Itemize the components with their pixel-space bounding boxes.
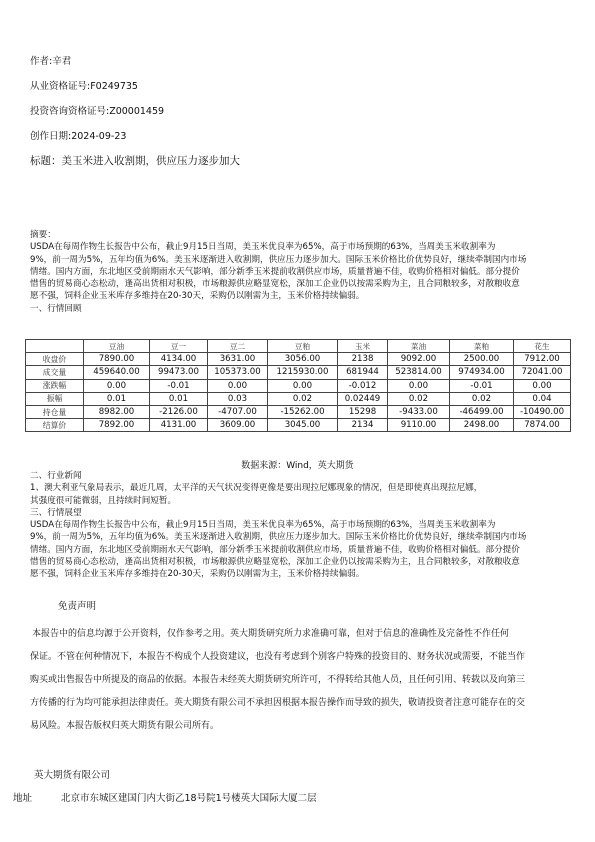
row-label: 结算价 [26, 419, 84, 432]
table-cell: 7912.00 [514, 353, 571, 366]
market-table [25, 339, 571, 432]
column-header: 菜粕 [450, 340, 514, 353]
author: 作者:辛君 [30, 56, 72, 67]
table-cell: 0.00 [388, 379, 450, 392]
disclaimer-line: 本报告中的信息均源于公开资料，仅作参考之用。英大期货研究所力求准确可靠，但对于信息的准确性及完备性不作任何 [32, 629, 510, 639]
disclaimer-line: 方传播的行为均可能承担法律责任。英大期货有限公司不承担因根据本报告操作而导致的损失，敬请投资者注意可能存在的交 [30, 698, 526, 708]
outlook-line: 情绪。国内方面，东北地区受前期雨水天气影响，部分新季玉米提前收割供应市场，质量普遍不佳，收购价格相对偏低。部分提价 [30, 544, 520, 555]
summary-line: 惜售的贸易商心态松动，逢高出货相对积极，市场粮源供应略显宽松，深加工企业仍以按需采购为主，且合同粮较多，对散粮收意 [30, 279, 520, 290]
row-label: 成交量 [26, 366, 84, 379]
table-cell: 3609.00 [208, 419, 268, 432]
disclaimer-line: 保证。不管在何种情况下，本报告不构成个人投资建议，也没有考虑到个别客户特殊的投资目的、财务状况或需要，不能当作 [30, 652, 526, 662]
table-cell: -0.01 [150, 379, 208, 392]
table-cell: 4131.00 [150, 419, 208, 432]
section-industry-news: 二、行业新闻 [30, 471, 82, 481]
row-label: 涨跌幅 [26, 379, 84, 392]
table-cell: 2500.00 [450, 353, 514, 366]
table-cell: 15298 [338, 405, 388, 418]
certificate-number: 从业资格证号:F0249735 [30, 81, 138, 92]
row-label: 振幅 [26, 392, 84, 405]
table-cell: 72041.00 [514, 366, 571, 379]
table-cell: -9433.00 [388, 405, 450, 418]
column-header: 豆粕 [268, 340, 338, 353]
table-cell: 0.02 [388, 392, 450, 405]
company-name: 英大期货有限公司 [34, 770, 111, 781]
summary-heading: 摘要： [30, 230, 56, 240]
table-row [26, 405, 571, 418]
table-cell: 0.00 [514, 379, 571, 392]
disclaimer-body [30, 623, 575, 738]
table-cell: 0.01 [84, 392, 150, 405]
table-cell: 681944 [338, 366, 388, 379]
news-line: 1、澳大利亚气象局表示，最近几周，太平洋的天气状况变得更像是要出现拉尼娜现象的情况，但是即使真出现拉尼娜， [30, 483, 483, 494]
table-row [26, 379, 571, 392]
summary-line: 情绪。国内方面，东北地区受前期雨水天气影响，部分新季玉米提前收割供应市场，质量普遍不佳，收购价格相对偏低。部分提价 [30, 266, 520, 277]
table-cell: 0.00 [84, 379, 150, 392]
report-title: 标题：美玉米进入收割期，供应压力逐步加大 [30, 155, 240, 167]
table-header-row [26, 340, 571, 353]
disclaimer-line: 购买或出售报告中所提及的商品的依据。本报告未经英大期货研究所许可，不得转给其他人员，且任何引用、转载以及向第三 [30, 675, 526, 685]
table-cell: 2134 [338, 419, 388, 432]
table-cell: -2126.00 [150, 405, 208, 418]
summary-section [30, 229, 572, 315]
column-header: 玉米 [338, 340, 388, 353]
row-label: 持仓量 [26, 405, 84, 418]
table-cell: 3056.00 [268, 353, 338, 366]
table-cell: -0.01 [450, 379, 514, 392]
news-section [30, 470, 572, 581]
outlook-line: USDA在每周作物生长报告中公布，截止9月15日当周，美玉米优良率为65%，高于市场预期的63%，当周美玉米收割率为 [30, 520, 496, 531]
table-cell: -46499.00 [450, 405, 514, 418]
table-cell: -15262.00 [268, 405, 338, 418]
column-header: 花生 [514, 340, 571, 353]
table-cell: 4134.00 [150, 353, 208, 366]
table-cell: 0.02449 [338, 392, 388, 405]
company-address: 北京市东城区建国门内大街乙18号院1号楼英大国际大厦二层 [61, 793, 317, 804]
address-label: 地址 [13, 793, 33, 804]
table-cell: 3631.00 [208, 353, 268, 366]
consult-certificate-number: 投资咨询资格证号:Z00001459 [30, 106, 165, 117]
table-cell: 0.01 [150, 392, 208, 405]
column-header [26, 340, 84, 353]
column-header: 豆二 [208, 340, 268, 353]
table-cell: 1215930.00 [268, 366, 338, 379]
table-cell: 523814.00 [388, 366, 450, 379]
table-cell: 7892.00 [84, 419, 150, 432]
column-header: 豆一 [150, 340, 208, 353]
table-cell: 99473.00 [150, 366, 208, 379]
table-cell: 105373.00 [208, 366, 268, 379]
table-cell: 0.02 [268, 392, 338, 405]
creation-date: 创作日期:2024-09-23 [30, 131, 127, 142]
table-cell: 0.03 [208, 392, 268, 405]
table-cell: 974934.00 [450, 366, 514, 379]
table-cell: 2498.00 [450, 419, 514, 432]
table-cell: 7874.00 [514, 419, 571, 432]
table-row [26, 353, 571, 366]
table-cell: 3045.00 [268, 419, 338, 432]
table-row [26, 419, 571, 432]
table-cell: 0.04 [514, 392, 571, 405]
table-row [26, 366, 571, 379]
table-cell: 2138 [338, 353, 388, 366]
disclaimer-heading: 免责声明 [58, 601, 97, 612]
summary-line: 9%，前一周为5%，五年均值为6%。美玉米逐渐进入收割期，供应压力逐步加大。国际玉米价格比价优势良好，继续牵制国内市场 [30, 254, 527, 265]
outlook-line: 9%，前一周为5%，五年均值为6%。美玉米逐渐进入收割期，供应压力逐步加大。国际玉米价格比价优势良好，继续牵制国内市场 [30, 532, 527, 543]
table-row [26, 392, 571, 405]
table-cell: -10490.00 [514, 405, 571, 418]
table-cell: 459640.00 [84, 366, 150, 379]
table-cell: 7890.00 [84, 353, 150, 366]
table-cell: 8982.00 [84, 405, 150, 418]
table-cell: 0.00 [208, 379, 268, 392]
table-cell: -0.012 [338, 379, 388, 392]
disclaimer-line: 易风险。本报告版权归英大期货有限公司所有。 [30, 721, 220, 731]
section-outlook: 三、行情展望 [30, 507, 82, 518]
summary-line: USDA在每周作物生长报告中公布，截止9月15日当周，美玉米优良率为65%，高于市场预期的63%，当周美玉米收割率为 [30, 242, 496, 253]
row-label: 收盘价 [26, 353, 84, 366]
table-cell: 9110.00 [388, 419, 450, 432]
column-header: 菜油 [388, 340, 450, 353]
column-header: 豆油 [84, 340, 150, 353]
section-market-review: 一、行情回顾 [30, 303, 82, 314]
table-cell: 0.00 [268, 379, 338, 392]
table-cell: 0.02 [450, 392, 514, 405]
outlook-line: 惜售的贸易商心态松动，逢高出货相对积极，市场粮源供应略显宽松，深加工企业仍以按需采购为主，且合同粮较多，对散粮收意 [30, 557, 520, 568]
summary-line: 愿不强，饲料企业玉米库存多维持在20-30天，采购仍以刚需为主，玉米价格持续偏弱。 [30, 291, 365, 302]
data-source: 数据来源：Wind，英大期货 [241, 461, 354, 471]
news-line: 其强度很可能微弱，且持续时间短暂。 [30, 495, 177, 506]
outlook-line: 愿不强，饲料企业玉米库存多维持在20-30天，采购仍以刚需为主，玉米价格持续偏弱。 [30, 569, 365, 580]
table-cell: 9092.00 [388, 353, 450, 366]
table-cell: -4707.00 [208, 405, 268, 418]
